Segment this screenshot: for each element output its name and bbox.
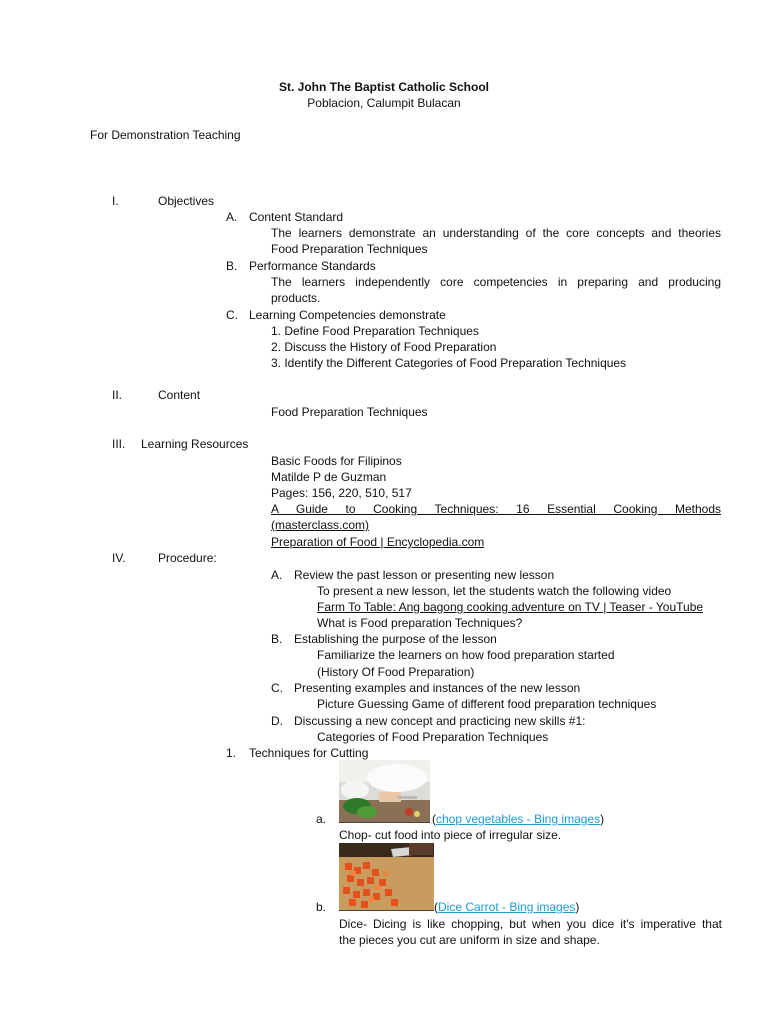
dice-description-2: the pieces you cut are uniform in size and shape. [339, 933, 600, 947]
open-paren: ( [434, 900, 438, 914]
item-letter: C. [271, 681, 283, 695]
procedure-d-text: Categories of Food Preparation Techniques [317, 730, 549, 744]
resource-line: Pages: 156, 220, 510, 517 [271, 486, 412, 500]
item-letter: C. [226, 308, 238, 322]
dice-carrot-link[interactable]: Dice Carrot - Bing images [438, 900, 576, 914]
item-letter: D. [271, 714, 283, 728]
performance-standards-title: Performance Standards [249, 259, 376, 273]
close-paren: ) [600, 812, 605, 826]
procedure-b-title: Establishing the purpose of the lesson [294, 632, 497, 646]
item-letter: B. [271, 632, 283, 646]
section-number: III. [112, 437, 126, 451]
chop-link-line [432, 811, 604, 827]
section-title-content: Content [158, 388, 201, 402]
competency-item: 1. Define Food Preparation Techniques [271, 324, 479, 338]
dice-carrot-image [339, 843, 434, 911]
section-title-procedure: Procedure: [158, 551, 217, 565]
content-standard-text-2: Food Preparation Techniques [271, 242, 428, 256]
item-letter: A. [226, 210, 238, 224]
procedure-a-question: What is Food preparation Techniques? [317, 616, 523, 630]
school-address: Poblacion, Calumpit Bulacan [307, 96, 461, 110]
encyclopedia-link[interactable]: Preparation of Food | Encyclopedia.com [271, 535, 485, 549]
item-letter: a. [316, 812, 327, 826]
cutting-techniques-title: Techniques for Cutting [249, 746, 369, 760]
procedure-c-text: Picture Guessing Game of different food preparation techniques [317, 697, 657, 711]
item-letter: B. [226, 259, 238, 273]
procedure-b-text-2: (History Of Food Preparation) [317, 665, 475, 679]
section-number: II. [112, 388, 123, 402]
procedure-d-title: Discussing a new concept and practicing new skills #1: [294, 714, 586, 728]
purpose-line: For Demonstration Teaching [90, 128, 241, 142]
procedure-a-text: To present a new lesson, let the students watch the following video [317, 584, 672, 598]
competency-item: 3. Identify the Different Categories of Food Preparation Techniques [271, 356, 627, 370]
school-name: St. John The Baptist Catholic School [278, 80, 489, 94]
section-title-objectives: Objectives [158, 194, 215, 208]
performance-standards-text-2: products. [271, 291, 321, 305]
resource-line: Basic Foods for Filipinos [271, 454, 402, 468]
learning-competencies-title: Learning Competencies demonstrate [249, 308, 446, 322]
open-paren: ( [432, 812, 436, 826]
section-number: IV. [112, 551, 126, 565]
masterclass-link-2[interactable]: (masterclass.com) [271, 518, 370, 532]
performance-standards-text: The learners independently core competencies in preparing and producing [271, 275, 721, 289]
competency-item: 2. Discuss the History of Food Preparation [271, 340, 497, 354]
chop-vegetables-link[interactable]: chop vegetables - Bing images [436, 812, 601, 826]
section-number: I. [112, 194, 119, 208]
section-title-resources: Learning Resources [141, 437, 249, 451]
procedure-b-text: Familiarize the learners on how food preparation started [317, 648, 615, 662]
masterclass-link[interactable]: A Guide to Cooking Techniques: 16 Essential Cooking Methods [271, 502, 721, 516]
item-letter: A. [271, 568, 283, 582]
resource-line: Matilde P de Guzman [271, 470, 387, 484]
procedure-a-title: Review the past lesson or presenting new lesson [294, 568, 555, 582]
content-standard-title: Content Standard [249, 210, 344, 224]
item-letter: b. [316, 900, 327, 914]
chop-description: Chop- cut food into piece of irregular size. [339, 828, 562, 842]
chop-vegetables-image [339, 760, 430, 823]
close-paren: ) [575, 900, 580, 914]
content-standard-text: The learners demonstrate an understanding of the core concepts and theories [271, 226, 721, 240]
content-text: Food Preparation Techniques [271, 405, 428, 419]
dice-description: Dice- Dicing is like chopping, but when you dice it's imperative that [339, 917, 722, 931]
procedure-c-title: Presenting examples and instances of the new lesson [294, 681, 581, 695]
dice-link-line [434, 899, 579, 915]
item-number: 1. [226, 746, 237, 760]
youtube-link[interactable]: Farm To Table: Ang bagong cooking adventure on TV | Teaser - YouTube [317, 600, 704, 614]
